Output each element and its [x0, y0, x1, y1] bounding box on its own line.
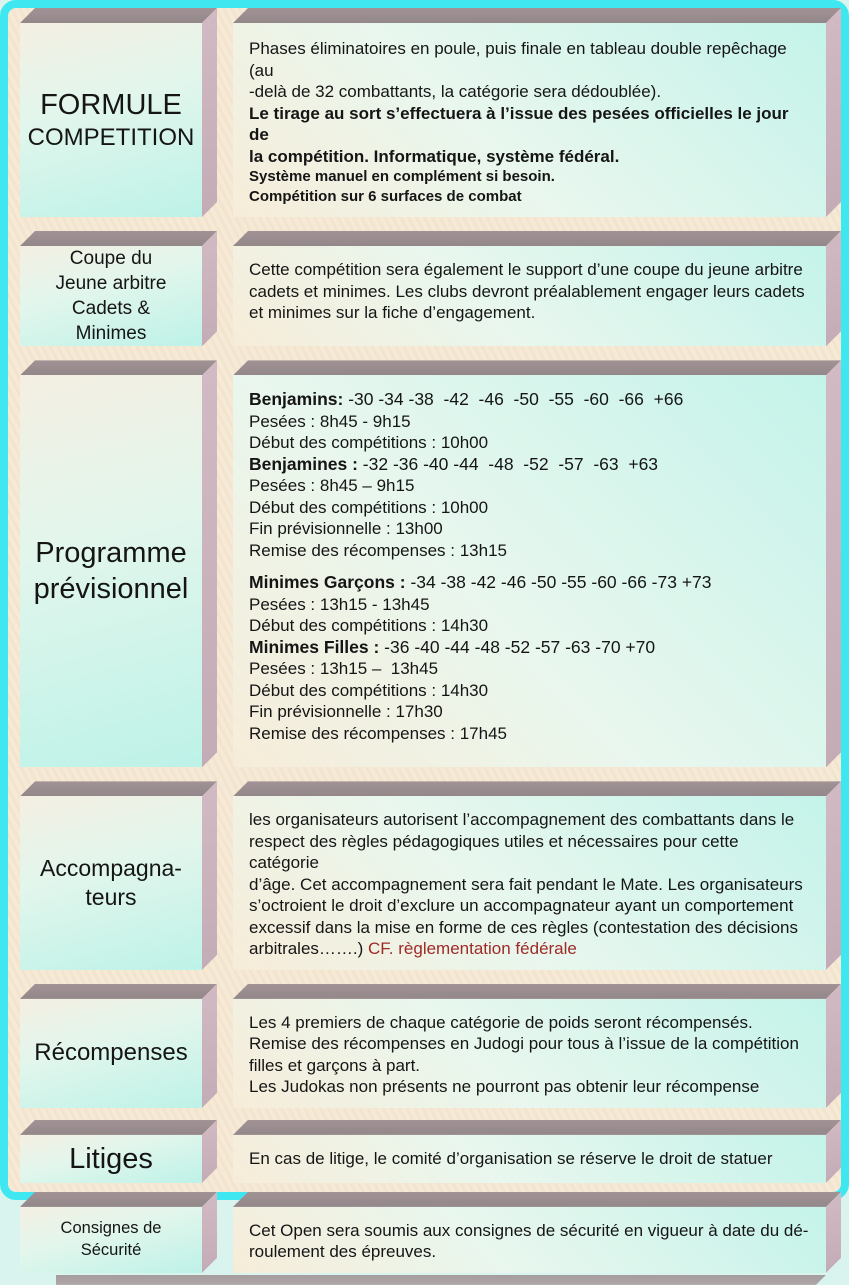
label-line: Coupe du: [69, 248, 153, 269]
text-segment: Benjamines :: [249, 453, 358, 474]
text-line: [249, 432, 812, 454]
recompenses-content-face: [233, 999, 826, 1108]
text-line: [249, 302, 812, 324]
text-line: [249, 594, 812, 616]
text-line: [249, 874, 812, 896]
text-segment: -30 -34 -38 -42 -46 -50 -55 -60 -66 +66: [343, 389, 684, 410]
text-segment: arbitrales…….): [249, 939, 369, 959]
label-line: Cadets &: [71, 298, 151, 320]
text-line: [249, 167, 812, 187]
row-coupe: [20, 231, 841, 346]
text-line: [249, 1055, 812, 1077]
accompagnateurs-label-box: [20, 796, 202, 970]
text-line: [249, 658, 812, 680]
consignes-content-face: [233, 1207, 826, 1273]
text-segment: Début des compétitions : 14h30: [249, 680, 489, 700]
text-line: [249, 917, 812, 939]
text-segment: Phases éliminatoires en poule, puis finale en tableau double repêchage (au: [249, 39, 792, 80]
coupe-label-face: [20, 246, 202, 346]
text-segment: Début des compétitions : 10h00: [249, 497, 489, 517]
programme-content-box: [233, 375, 826, 767]
text-line: [249, 1033, 812, 1055]
text-line: [249, 38, 812, 81]
text-line: [249, 389, 812, 411]
coupe-content-box: [233, 246, 826, 346]
text-line: [249, 81, 812, 103]
text-line: [249, 680, 812, 702]
text-line: [249, 103, 812, 146]
consignes-content-box: [233, 1207, 826, 1273]
text-segment: Les Judokas non présents ne pourront pas obtenir leur récompense: [249, 1077, 760, 1097]
consignes-label-box: [20, 1207, 202, 1273]
row-recompenses: [20, 984, 841, 1108]
text-segment: Compétition sur 6 surfaces de combat: [249, 188, 522, 205]
row-litiges: [20, 1120, 841, 1183]
text-segment: les organisateurs autorisent l’accompagnement des combattants dans le: [249, 810, 795, 830]
consignes-label-face: [20, 1207, 202, 1273]
text-line: [249, 146, 812, 168]
text-segment: Remise des récompenses en Judogi pour tous à l’issue de la compétition: [249, 1034, 799, 1054]
label-line: Litiges: [69, 1142, 153, 1175]
text-line: [249, 259, 812, 281]
row-consignes: [20, 1192, 841, 1273]
text-segment: Minimes Garçons :: [249, 572, 406, 593]
text-line: [249, 572, 812, 594]
text-line: [249, 938, 812, 960]
text-segment: CF. règlementation fédérale: [368, 939, 577, 959]
text-segment: Benjamins:: [249, 389, 344, 410]
text-segment: filles et garçons à part.: [249, 1055, 421, 1075]
coupe-label-box: [20, 246, 202, 346]
label-line: Minimes: [75, 323, 147, 345]
text-line: [249, 454, 812, 476]
text-segment: Pesées : 8h45 – 9h15: [249, 476, 415, 496]
litiges-label-face: [20, 1135, 202, 1183]
text-line: [249, 411, 812, 433]
text-line: [249, 1220, 812, 1242]
row-accompagnateurs: [20, 781, 841, 970]
text-line: [249, 281, 812, 303]
text-segment: Pesées : 13h15 – 13h45: [249, 659, 439, 679]
text-segment: roulement des épreuves.: [249, 1242, 437, 1262]
text-line: [249, 701, 812, 723]
text-segment: excessif dans la mise en forme de ces règles (contestation des décisions: [249, 917, 798, 937]
accompagnateurs-content-face: [233, 796, 826, 970]
text-segment: respect des règles pédagogiques utiles et nécessaires pour cette catégorie: [249, 831, 744, 873]
text-segment: Cette compétition sera également le support d’une coupe du jeune arbitre: [249, 260, 803, 279]
text-segment: Début des compétitions : 14h30: [249, 616, 489, 636]
text-line: [249, 1076, 812, 1098]
row-formule: [20, 8, 841, 217]
coupe-content-face: [233, 246, 826, 346]
text-line: [249, 809, 812, 831]
accompagnateurs-label-face: [20, 796, 202, 970]
litiges-content-box: [233, 1135, 826, 1183]
text-segment: Minimes Filles :: [249, 636, 380, 657]
text-segment: d’âge. Cet accompagnement sera fait pendant le Mate. Les organisateurs: [249, 874, 803, 894]
recompenses-label-face: [20, 999, 202, 1108]
programme-label-box: [20, 375, 202, 767]
text-segment: la compétition. Informatique, système fédéral.: [249, 146, 620, 166]
label-line: Récompenses: [34, 1039, 188, 1067]
text-segment: Fin prévisionnelle : 17h30: [249, 702, 443, 722]
label-line: Consignes de: [60, 1219, 162, 1238]
text-segment: s’octroient le droit d’exclure un accompagnateur ayant un comportement: [249, 896, 794, 916]
text-line: [249, 831, 812, 874]
text-segment: Système manuel en complément si besoin.: [249, 168, 555, 185]
label-line: Accompagna-: [40, 855, 182, 882]
text-line: [249, 187, 812, 207]
formule-label-box: [20, 23, 202, 217]
programme-label-face: [20, 375, 202, 767]
text-segment: et minimes sur la fiche d’engagement.: [249, 303, 536, 322]
text-line: [249, 895, 812, 917]
formule-content-face: [233, 23, 826, 217]
label-line: FORMULE: [40, 88, 182, 121]
text-segment: En cas de litige, le comité d’organisation se réserve le droit de statuer: [249, 1148, 773, 1168]
text-line: [249, 540, 812, 562]
text-segment: Pesées : 8h45 - 9h15: [249, 411, 411, 431]
text-line: [249, 615, 812, 637]
programme-content-face: [233, 375, 826, 767]
text-segment: Début des compétitions : 10h00: [249, 433, 489, 453]
text-segment: cadets et minimes. Les clubs devront préalablement engager leurs cadets: [249, 281, 805, 301]
label-line: Jeune arbitre: [55, 273, 167, 295]
text-segment: -36 -40 -44 -48 -52 -57 -63 -70 +70: [379, 636, 656, 657]
text-segment: Le tirage au sort s’effectuera à l’issue des pesées officielles le jour de: [249, 103, 794, 144]
accompagnateurs-content-box: [233, 796, 826, 970]
text-line: [249, 723, 812, 745]
text-line: [249, 561, 812, 572]
label-line: COMPETITION: [27, 124, 195, 152]
label-line: teurs: [85, 884, 137, 911]
text-segment: -32 -36 -40 -44 -48 -52 -57 -63 +63: [357, 453, 659, 474]
text-segment: Cet Open sera soumis aux consignes de sécurité en vigueur à date du dé-: [249, 1220, 809, 1240]
label-line: Sécurité: [80, 1240, 142, 1259]
text-segment: Pesées : 13h15 - 13h45: [249, 594, 430, 614]
recompenses-content-box: [233, 999, 826, 1108]
label-line: prévisionnel: [33, 573, 189, 606]
recompenses-label-box: [20, 999, 202, 1108]
rows: [20, 8, 841, 1273]
bottom-shadow-bevel: [56, 1275, 826, 1285]
text-line: [249, 518, 812, 540]
text-segment: Remise des récompenses : 17h45: [249, 723, 507, 743]
litiges-content-face: [233, 1135, 826, 1183]
text-segment: -34 -38 -42 -46 -50 -55 -60 -66 -73 +73: [405, 572, 712, 593]
text-line: [249, 1148, 812, 1170]
row-programme: [20, 360, 841, 767]
text-line: [249, 1012, 812, 1034]
text-line: [249, 1241, 812, 1263]
label-line: Programme: [35, 537, 187, 570]
text-segment: -delà de 32 combattants, la catégorie sera dédoublée).: [249, 82, 662, 101]
litiges-label-box: [20, 1135, 202, 1183]
text-line: [249, 637, 812, 659]
text-line: [249, 475, 812, 497]
text-line: [249, 497, 812, 519]
formule-content-box: [233, 23, 826, 217]
formule-label-face: [20, 23, 202, 217]
text-segment: Remise des récompenses : 13h15: [249, 540, 507, 560]
text-segment: Les 4 premiers de chaque catégorie de poids seront récompensés.: [249, 1012, 753, 1032]
text-segment: Fin prévisionnelle : 13h00: [249, 519, 443, 539]
